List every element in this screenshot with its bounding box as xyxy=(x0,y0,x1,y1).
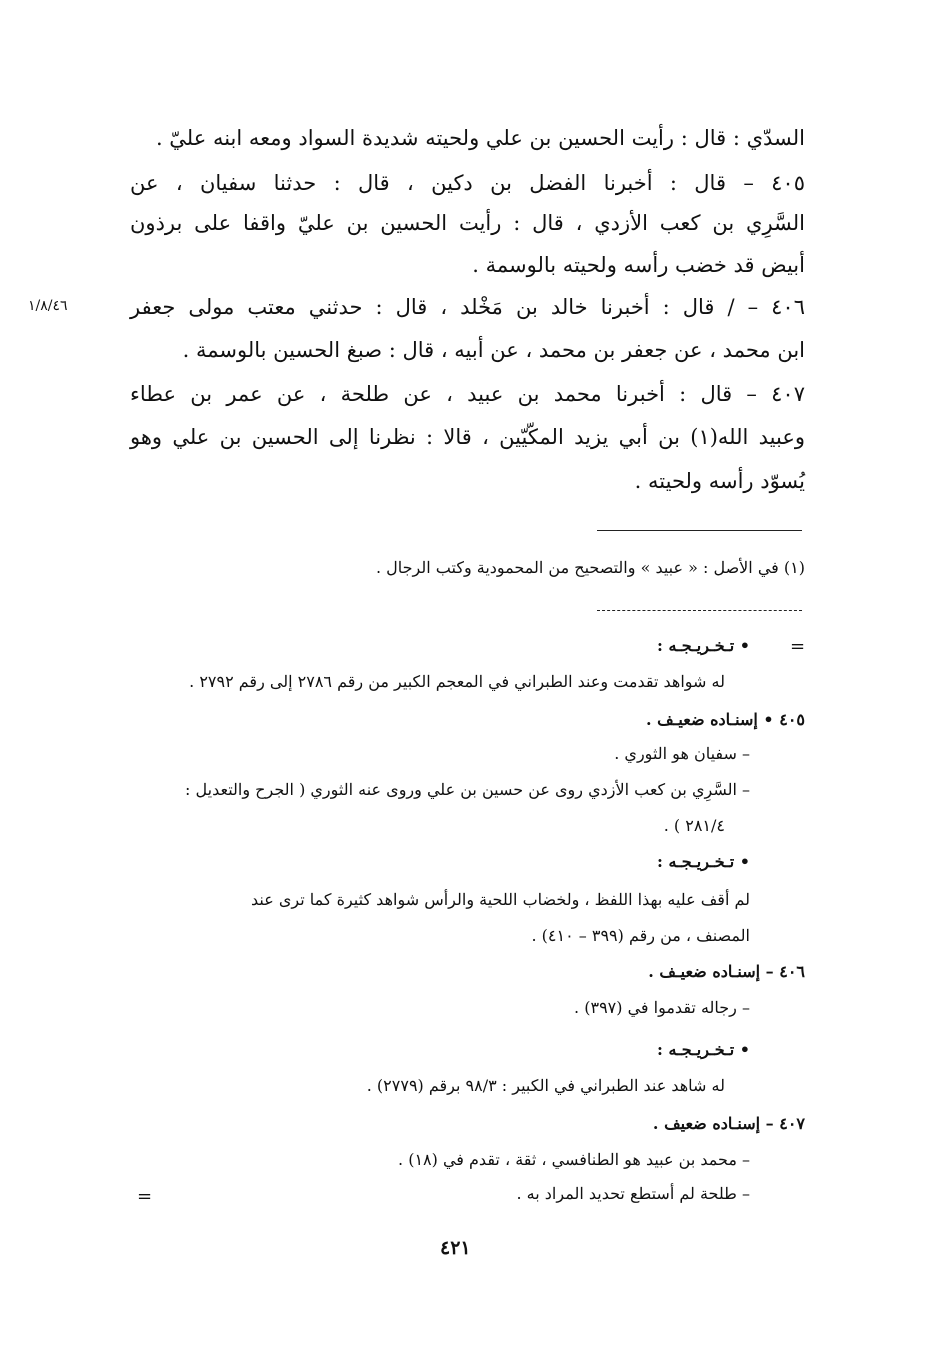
footnote-rule xyxy=(597,530,802,531)
isnad-heading-406: ٤٠٦ – إسنـاده ضعيـف . xyxy=(648,962,805,981)
commentary-line-8: لم أقف عليه بهذا اللفظ ، ولخضاب اللحية والرأس شواهد كثيرة كما ترى عند xyxy=(251,890,750,909)
commentary-line-6: ٢٨١/٤ ) . xyxy=(663,816,725,835)
main-line-1: السدّي : قال : رأيت الحسين بن علي ولحيته شديدة السواد ومعه ابنه عليّ . xyxy=(155,126,805,150)
page-number: ٤٢١ xyxy=(440,1237,471,1259)
footnote-1: (١) في الأصل : « عبيد » والتصحيح من المحمودية وكتب الرجال . xyxy=(375,558,805,577)
isnad-heading-405: ٤٠٥ • إسنـاده ضعيـف . xyxy=(646,710,805,729)
commentary-line-2: له شواهد تقدمت وعند الطبراني في المعجم الكبير من رقم ٢٧٨٦ إلى رقم ٢٧٩٢ . xyxy=(189,672,725,691)
commentary-separator xyxy=(597,610,802,611)
margin-reference: ١/٨/٤٦ xyxy=(28,298,68,314)
takhrij-heading-3: • تـخـريـجـه : xyxy=(657,1040,750,1059)
takhrij-heading-2: • تـخـريـجـه : xyxy=(657,852,750,871)
main-line-4: أبيض قد خضب رأسه ولحيته بالوسمة . xyxy=(472,253,805,277)
main-line-2: ٤٠٥ – قال : أخبرنا الفضل بن دكين ، قال : حدثنا سفيان ، عن xyxy=(130,171,805,195)
main-line-3: السَّرِي بن كعب الأزدي ، قال : رأيت الحسين بن عليّ واقفا على برذون xyxy=(130,211,805,235)
commentary-line-13: له شاهد عند الطبراني في الكبير : ٩٨/٣ برقم (٢٧٧٩) . xyxy=(366,1076,725,1095)
main-line-7: ٤٠٧ – قال : أخبرنا محمد بن عبيد ، عن طلحة ، عن عمر بن عطاء xyxy=(130,382,805,406)
main-line-8: وعبيد الله(١) بن أبي يزيد المكّيّين ، قالا : نظرنا إلى الحسين بن علي وهو xyxy=(130,425,806,449)
commentary-line-11: – رجاله تقدموا في (٣٩٧) . xyxy=(574,998,750,1017)
commentary-line-16: – طلحة لم أستطع تحديد المراد به . xyxy=(516,1184,750,1203)
commentary-line-9: المصنف ، من رقم (٣٩٩ – ٤١٠) . xyxy=(531,926,750,945)
main-line-5: ٤٠٦ – / قال : أخبرنا خالد بن مَخْلد ، قال : حدثني معتب مولى جعفر xyxy=(130,295,805,319)
continuation-mark-bottom: = xyxy=(137,1186,153,1207)
continuation-mark-top: = xyxy=(790,636,806,657)
isnad-heading-407: ٤٠٧ – إسنـاده ضعيف . xyxy=(652,1114,805,1133)
main-line-9: يُسوّد رأسه ولحيته . xyxy=(634,469,805,493)
main-line-6: ابن محمد ، عن جعفر بن محمد ، عن أبيه ، قال : صبغ الحسين بالوسمة . xyxy=(182,338,805,362)
commentary-line-5: – السَّرِي بن كعب الأزدي روى عن حسين بن علي وروى عنه الثوري ( الجرح والتعديل : xyxy=(185,780,750,799)
commentary-line-4: – سفيان هو الثوري . xyxy=(614,744,750,763)
commentary-line-15: – محمد بن عبيد هو الطنافسي ، ثقة ، تقدم في (١٨) . xyxy=(398,1150,750,1169)
takhrij-heading-1: • تـخـريـجـه : xyxy=(657,636,750,655)
